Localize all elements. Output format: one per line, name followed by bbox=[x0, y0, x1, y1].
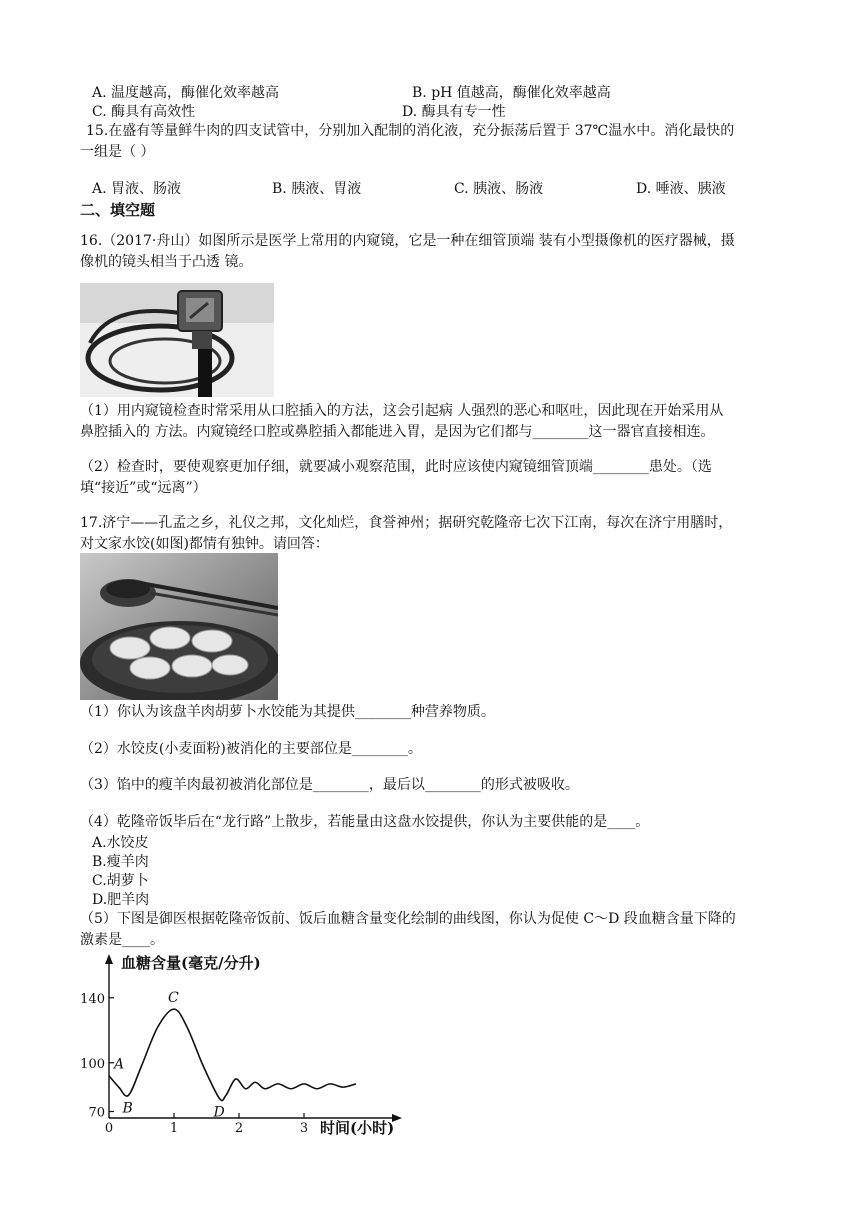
q17-part4: （4）乾隆帝饭毕后在“龙行路”上散步，若能量由这盘水饺提供，你认为主要供能的是____。 bbox=[80, 814, 650, 830]
point-label-b: B bbox=[122, 1100, 133, 1117]
dumplings-illustration bbox=[80, 553, 278, 700]
point-label-a: A bbox=[114, 1056, 125, 1073]
endoscope-illustration bbox=[80, 283, 274, 397]
x-axis-label: 时间(小时) bbox=[320, 1119, 395, 1137]
q16-part2: （2）检查时，要使观察更加仔细，就要减小观察范围，此时应该使内窥镜细管顶端________患处。（选 bbox=[80, 459, 712, 475]
x-tick-label: 2 bbox=[234, 1121, 244, 1136]
section-title: 二、填空题 bbox=[80, 201, 156, 219]
y-tick-label: 70 bbox=[88, 1105, 105, 1121]
blood-sugar-curve bbox=[109, 1009, 356, 1100]
blood-sugar-chart bbox=[76, 950, 416, 1140]
endoscope-photo bbox=[80, 283, 274, 397]
q16-stem-cont: 像机的镜头相当于凸透 镜。 bbox=[80, 254, 253, 270]
point-label-c: C bbox=[168, 990, 179, 1007]
q15-stem: 15.在盛有等量鲜牛肉的四支试管中，分别加入配制的消化液，充分振荡后置于 37℃温水中。消化最快的 bbox=[86, 123, 735, 139]
q15-stem-cont: 一组是（ ） bbox=[80, 144, 155, 160]
q17-part3: （3）馅中的瘦羊肉最初被消化部位是________，最后以________的形式被吸收。 bbox=[80, 777, 579, 793]
x-tick-label: 0 bbox=[104, 1121, 114, 1136]
q16-stem: 16.（2017·舟山）如图所示是医学上常用的内窥镜，它是一种在细管顶端 装有小型摄像机的医疗器械，摄 bbox=[80, 233, 735, 249]
q17-part4-option-b: B.瘦羊肉 bbox=[92, 854, 149, 870]
y-axis-label: 血糖含量(毫克/分升) bbox=[121, 954, 261, 972]
dumplings-photo bbox=[80, 553, 278, 700]
q15-option-d: D. 唾液、胰液 bbox=[636, 181, 726, 197]
q17-part4-option-d: D.肥羊肉 bbox=[92, 892, 150, 908]
q14-option-d: D. 酶具有专一性 bbox=[402, 104, 506, 120]
q14-option-b: B. pH 值越高，酶催化效率越高 bbox=[412, 85, 611, 101]
y-tick-label: 100 bbox=[80, 1056, 105, 1072]
q17-part1: （1）你认为该盘羊肉胡萝卜水饺能为其提供________种营养物质。 bbox=[80, 704, 495, 720]
q15-option-b: B. 胰液、胃液 bbox=[272, 181, 362, 197]
y-axis-arrow bbox=[105, 954, 113, 964]
q14-option-c: C. 酶具有高效性 bbox=[92, 104, 196, 120]
y-tick-label: 140 bbox=[80, 991, 105, 1007]
q17-stem-cont: 对文家水饺(如图)都情有独钟。请回答： bbox=[80, 536, 329, 552]
q17-part5: （5）下图是御医根据乾隆帝饭前、饭后血糖含量变化绘制的曲线图，你认为促使 C～D 段血糖含量下降的 bbox=[80, 911, 736, 927]
q17-part2: （2）水饺皮(小麦面粉)被消化的主要部位是________。 bbox=[80, 741, 422, 757]
x-tick-label: 1 bbox=[169, 1121, 179, 1136]
q17-part4-option-c: C.胡萝卜 bbox=[92, 873, 149, 889]
q17-part4-option-a: A.水饺皮 bbox=[92, 835, 149, 851]
q16-part1-cont: 鼻腔插入的 方法。内窥镜经口腔或鼻腔插入都能进入胃，是因为它们都与________这一器官直接相连。 bbox=[80, 424, 715, 440]
q15-option-a: A. 胃液、肠液 bbox=[92, 181, 182, 197]
q14-option-a: A. 温度越高，酶催化效率越高 bbox=[92, 85, 280, 101]
q17-part5-cont: 激素是____。 bbox=[80, 932, 164, 948]
q17-stem: 17.济宁——孔孟之乡，礼仪之邦，文化灿烂，食誉神州；据研究乾隆帝七次下江南，每次在济宁用膳时， bbox=[80, 515, 733, 531]
q16-part1: （1）用内窥镜检查时常采用从口腔插入的方法，这会引起病 人强烈的恶心和呕吐，因此现在开始采用从 bbox=[80, 403, 724, 419]
point-label-d: D bbox=[213, 1104, 225, 1121]
q15-option-c: C. 胰液、肠液 bbox=[454, 181, 544, 197]
x-tick-label: 3 bbox=[299, 1121, 309, 1136]
q16-part2-cont: 填“接近”或“远离”） bbox=[80, 480, 207, 496]
